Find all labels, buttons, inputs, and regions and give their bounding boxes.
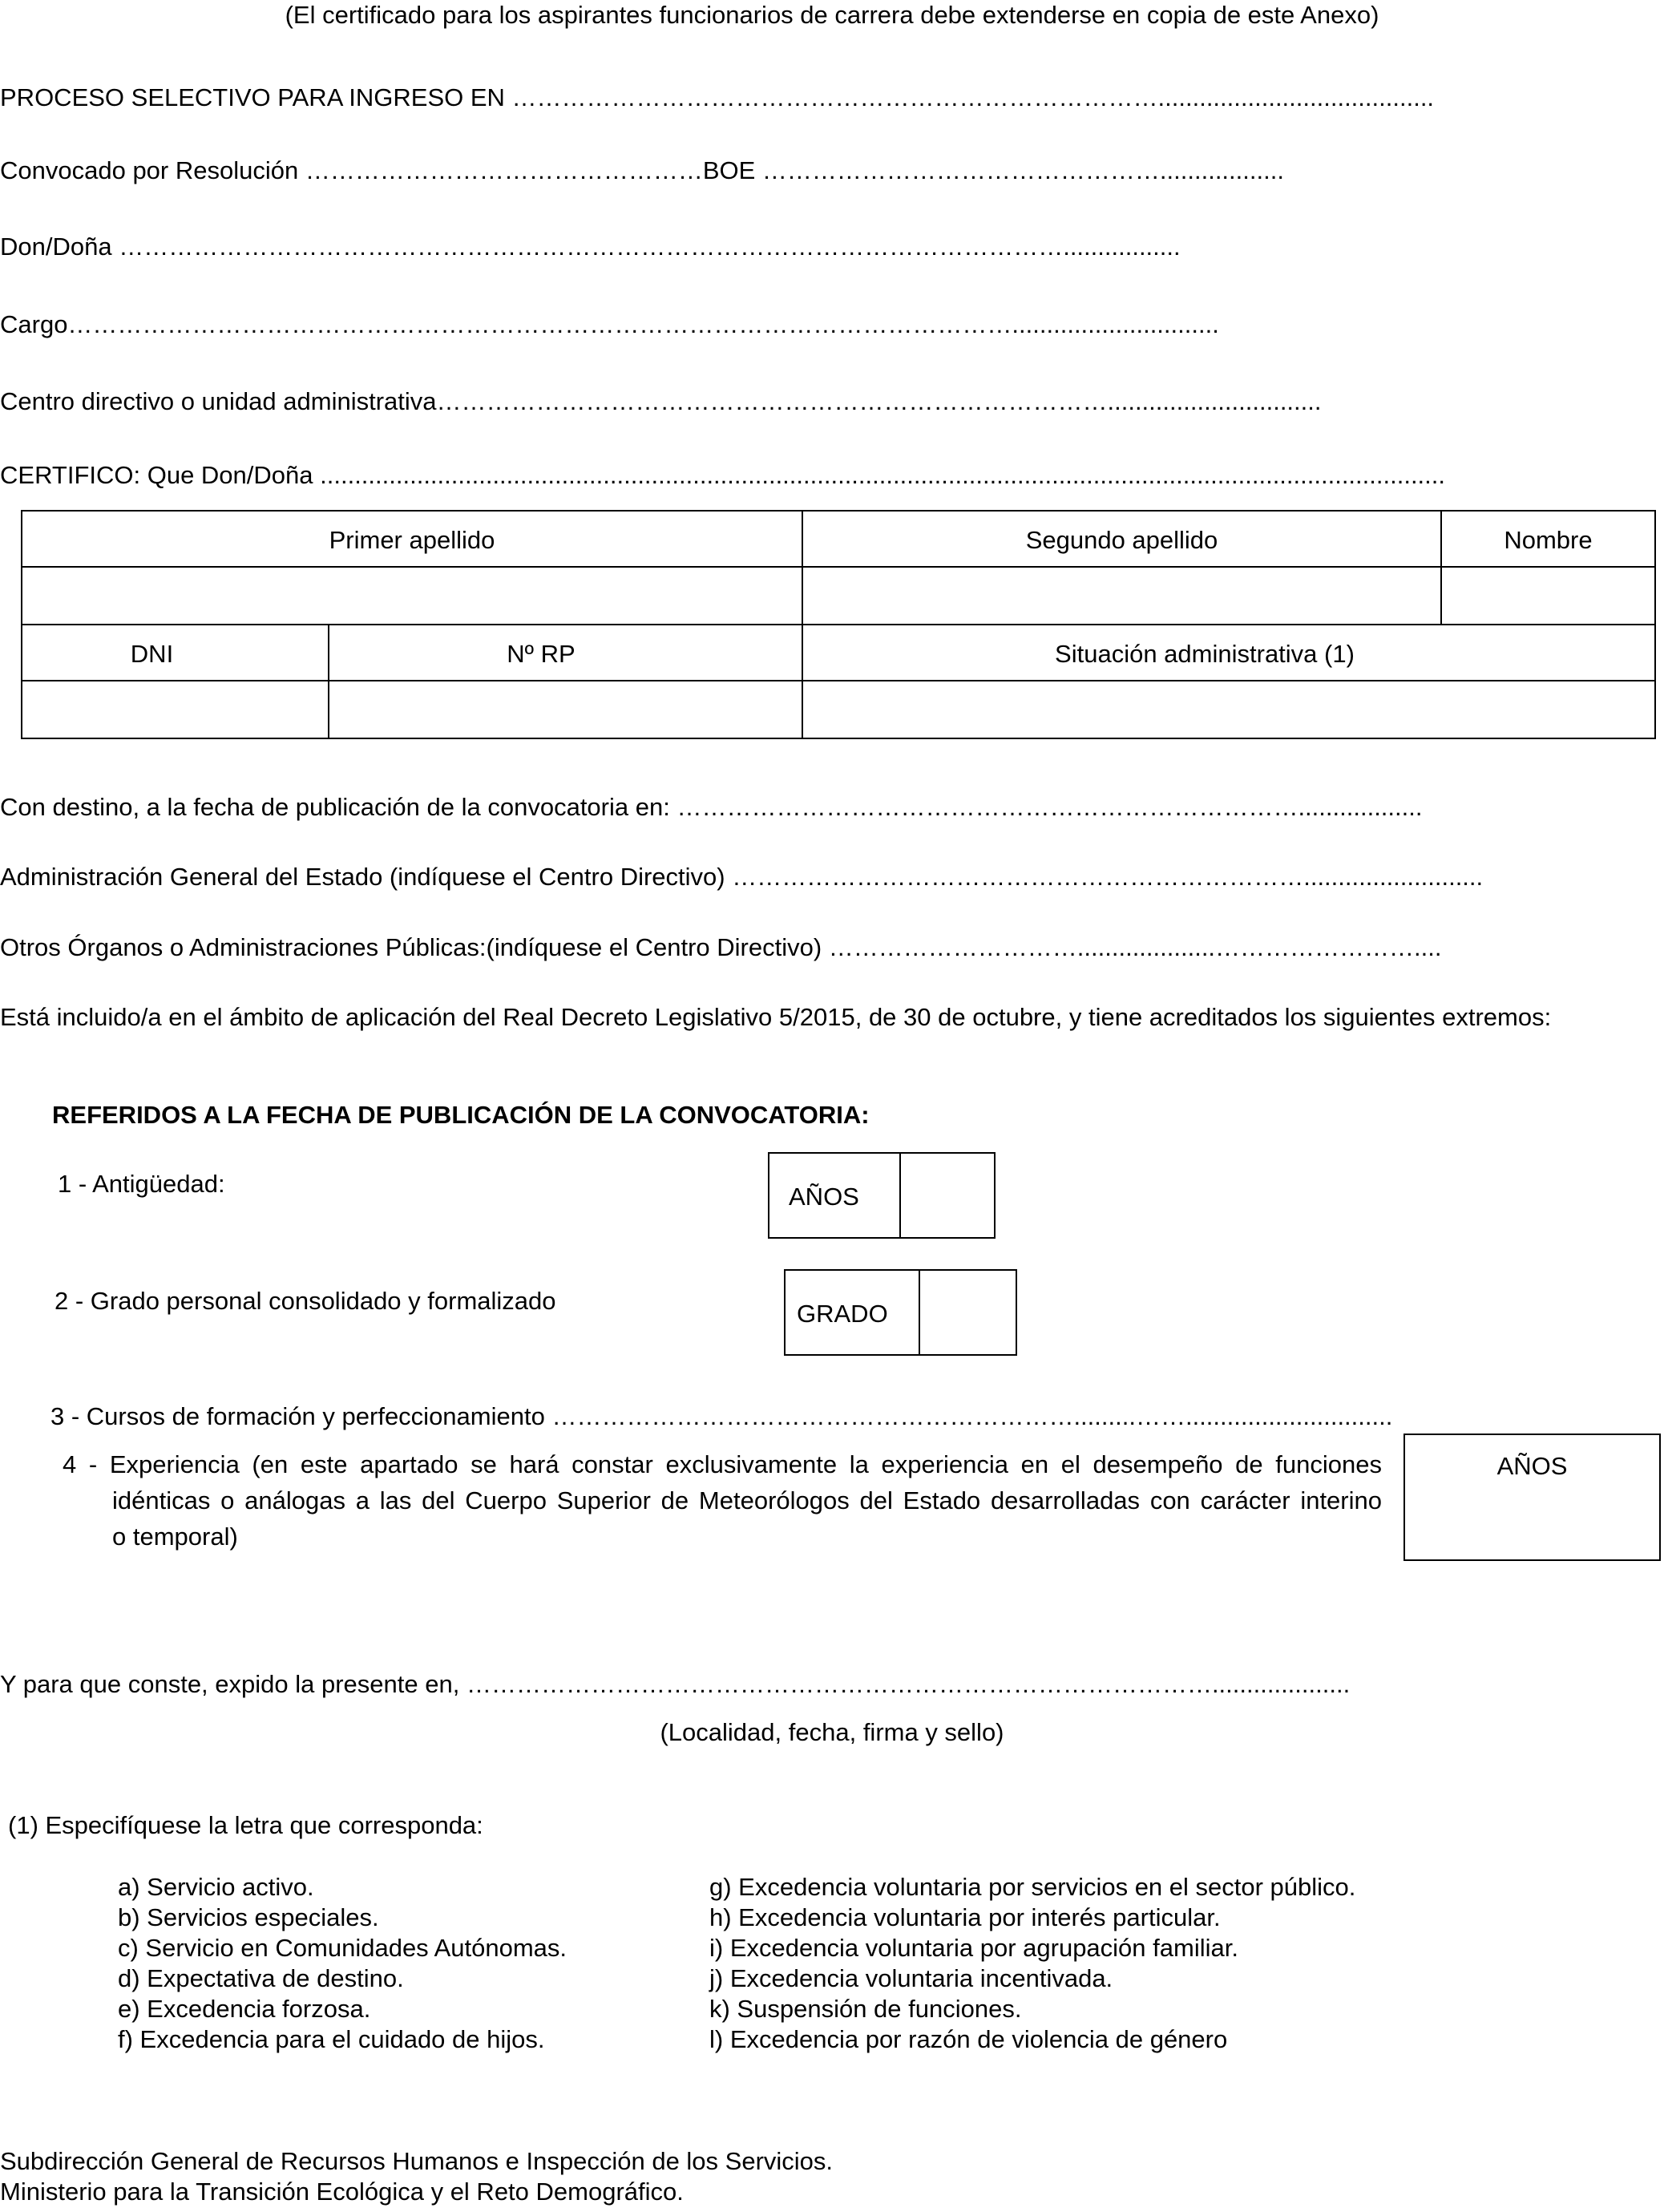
localidad-caption: (Localidad, fecha, firma y sello) — [660, 1718, 1004, 1746]
header-nombre: Nombre — [1504, 526, 1593, 554]
footnote-item: l) Excedencia por razón de violencia de género — [709, 2025, 1228, 2053]
antiguedad-anos-value[interactable] — [901, 1154, 994, 1237]
footnote-item: j) Excedencia voluntaria incentivada. — [709, 1964, 1113, 1992]
grado-label: 2 - Grado personal consolidado y formalizado — [55, 1287, 556, 1315]
centro-field: Centro directivo o unidad administrativa………………………………………………………………………............................... — [0, 387, 1322, 415]
footnote-item: e) Excedencia forzosa. — [118, 1995, 371, 2023]
footnote-item: f) Excedencia para el cuidado de hijos. — [118, 2025, 545, 2053]
certifico-field: CERTIFICO: Que Don/Doña ................................................................................................................................................................... — [0, 461, 1446, 489]
header-primer-apellido: Primer apellido — [329, 526, 495, 554]
footnote-title: (1) Especifíquese la letra que corresponda: — [8, 1811, 483, 1839]
table-hline-2 — [21, 624, 1656, 625]
cell-primer-apellido-value[interactable] — [22, 568, 802, 624]
age-field: Administración General del Estado (indíquese el Centro Directivo) …………………………………………………………….......................... — [0, 863, 1484, 891]
con-destino-field: Con destino, a la fecha de publicación de la convocatoria en: ………………………………………………………………….................. — [0, 793, 1423, 821]
proceso-field: PROCESO SELECTIVO PARA INGRESO EN ……………………………………………………………………........................................ — [0, 83, 1435, 111]
footnote-item: h) Excedencia voluntaria por interés particular. — [709, 1903, 1221, 1931]
cursos-field: 3 - Cursos de formación y perfeccionamiento ……………………………………………………….........…….............................. — [50, 1402, 1393, 1430]
experiencia-line-2: idénticas o análogas a las del Cuerpo Superior de Meteorólogos del Estado desarrolladas con carácter interino — [112, 1486, 1382, 1514]
antiguedad-label: 1 - Antigüedad: — [58, 1170, 225, 1198]
header-nrp: Nº RP — [507, 640, 576, 668]
cell-nrp-value[interactable] — [329, 681, 802, 738]
header-segundo-apellido: Segundo apellido — [1025, 526, 1218, 554]
footnote-item: g) Excedencia voluntaria por servicios en el sector público. — [709, 1873, 1356, 1901]
cell-dni-value[interactable] — [22, 681, 328, 738]
footer-line-1: Subdirección General de Recursos Humanos e Inspección de los Servicios. — [0, 2147, 834, 2175]
cell-segundo-apellido-value[interactable] — [803, 568, 1440, 624]
footnote-item: b) Servicios especiales. — [118, 1903, 379, 1931]
experiencia-anos-label: AÑOS — [1496, 1452, 1568, 1480]
grado-value[interactable] — [920, 1271, 1016, 1354]
cell-nombre-value[interactable] — [1442, 568, 1654, 624]
header-dni: DNI — [130, 640, 174, 668]
footnote-item: d) Expectativa de destino. — [118, 1964, 404, 1992]
experiencia-line-3: o temporal) — [112, 1523, 238, 1551]
antiguedad-anos-label: AÑOS — [789, 1183, 859, 1211]
experiencia-line-1: 4 - Experiencia (en este apartado se hará constar exclusivamente la experiencia en el desempeño de funciones — [63, 1450, 1382, 1478]
footnote-item: k) Suspensión de funciones. — [709, 1995, 1022, 2023]
referidos-title: REFERIDOS A LA FECHA DE PUBLICACIÓN DE LA CONVOCATORIA: — [52, 1101, 870, 1129]
cell-situacion-value[interactable] — [803, 681, 1654, 738]
footer-line-2: Ministerio para la Transición Ecológica y el Reto Demográfico. — [0, 2178, 684, 2206]
footnote-item: i) Excedencia voluntaria por agrupación familiar. — [709, 1934, 1238, 1962]
otros-organos-field: Otros Órganos o Administraciones Públicas:(indíquese el Centro Directivo) …………………………....................…………………….... — [0, 933, 1442, 961]
footnote-item: a) Servicio activo. — [118, 1873, 314, 1901]
cargo-field: Cargo…………………………………………………………………………………………………….............................. — [0, 310, 1219, 338]
header-situacion: Situación administrativa (1) — [1055, 640, 1355, 668]
grado-box-label: GRADO — [797, 1300, 888, 1328]
convocado-field: Convocado por Resolución …………………………………………BOE ………………………………………….................. — [0, 156, 1284, 184]
footnote-item: c) Servicio en Comunidades Autónomas. — [118, 1934, 567, 1962]
don-dona-field: Don/Doña ……………………………………………………………………………………………………................. — [0, 233, 1181, 261]
header-note: (El certificado para los aspirantes funcionarios de carrera debe extenderse en copia de este Anexo) — [285, 1, 1379, 29]
expido-field: Y para que conste, expido la presente en, ……………………………………………………………………………….................... — [0, 1670, 1351, 1698]
experiencia-text — [63, 1446, 1382, 1555]
ambito-text: Está incluido/a en el ámbito de aplicación del Real Decreto Legislativo 5/2015, de 30 de octubre, y tiene acreditados los siguientes extremos: — [0, 1003, 1552, 1031]
